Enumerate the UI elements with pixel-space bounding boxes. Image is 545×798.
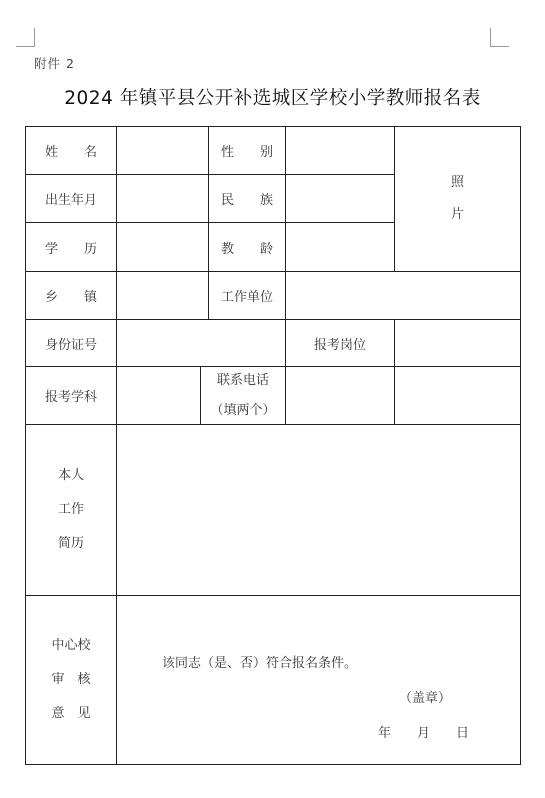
post-field[interactable] xyxy=(394,319,521,367)
review-statement: 该同志（是、否）符合报名条件。 xyxy=(162,656,358,671)
education-field[interactable] xyxy=(116,222,209,272)
education-label: 学 历 xyxy=(25,222,117,272)
phone-label xyxy=(200,366,286,425)
photo-box[interactable]: 照 片 xyxy=(394,126,521,272)
ethnicity-label: 民 族 xyxy=(208,174,286,223)
gender-field[interactable] xyxy=(285,126,395,175)
name-label: 姓 名 xyxy=(25,126,117,175)
phone-label-line1: 联系电话 xyxy=(216,372,269,388)
birth-label: 出生年月 xyxy=(25,174,117,223)
work-unit-label: 工作单位 xyxy=(208,271,286,320)
id-number-label: 身份证号 xyxy=(25,319,117,367)
work-unit-field[interactable] xyxy=(285,271,521,320)
attachment-label: 附件 2 xyxy=(34,56,75,71)
id-number-field[interactable] xyxy=(116,319,286,367)
review-label: 中心校 审 核 意 见 xyxy=(25,595,117,765)
subject-label: 报考学科 xyxy=(25,366,117,425)
teaching-years-field[interactable] xyxy=(285,222,395,272)
gender-label: 性 别 xyxy=(208,126,286,175)
teaching-years-label: 教 龄 xyxy=(208,222,286,272)
phone-field-1[interactable] xyxy=(285,366,395,425)
page-title: 2024 年镇平县公开补选城区学校小学教师报名表 xyxy=(64,88,481,109)
name-field[interactable] xyxy=(116,126,209,175)
subject-field[interactable] xyxy=(116,366,201,425)
date-label: 年 月 日 xyxy=(378,726,470,741)
township-field[interactable] xyxy=(116,271,209,320)
post-label: 报考岗位 xyxy=(285,319,395,367)
ethnicity-field[interactable] xyxy=(285,174,395,223)
phone-field-2[interactable] xyxy=(394,366,521,425)
township-label: 乡 镇 xyxy=(25,271,117,320)
phone-label-line2: （填两个） xyxy=(210,402,276,418)
resume-label: 本人 工作 简历 xyxy=(25,424,117,596)
seal-label: （盖章） xyxy=(399,691,452,706)
birth-field[interactable] xyxy=(116,174,209,223)
resume-field[interactable] xyxy=(116,424,521,596)
